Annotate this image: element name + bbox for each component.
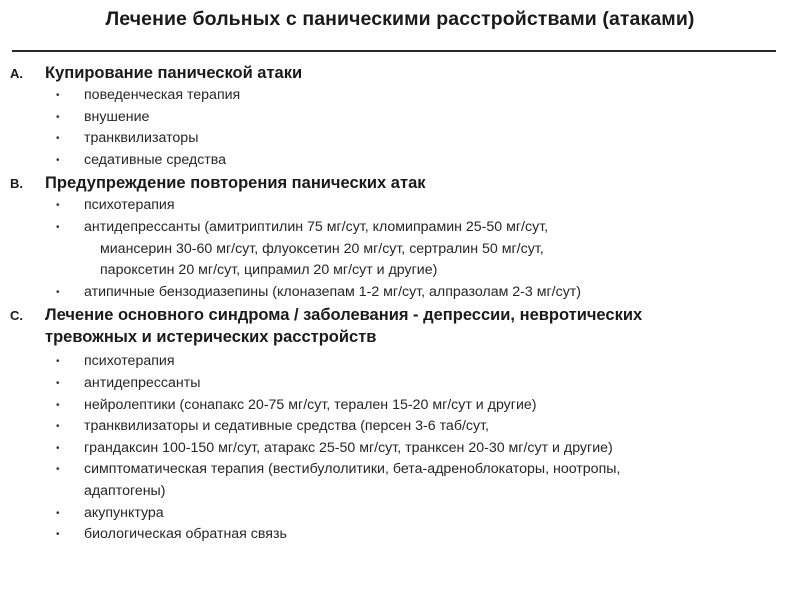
list-item: • внушение	[10, 107, 780, 129]
bullet-icon: •	[56, 421, 60, 433]
bullet-icon: •	[56, 133, 60, 145]
section-letter: A.	[10, 66, 23, 81]
bullet-icon: •	[56, 377, 60, 389]
bullet-icon: •	[56, 200, 60, 212]
section-heading	[10, 172, 780, 195]
title-divider	[12, 50, 776, 52]
item-line: миансерин 30-60 мг/сут, флуоксетин 20 мг/сут, сертралин 50 мг/сут,	[100, 240, 544, 257]
bullet-icon: •	[56, 221, 60, 233]
bullet-icon: •	[56, 529, 60, 541]
list-item: • транквилизаторы	[10, 128, 780, 150]
item-line: адаптогены)	[84, 482, 166, 499]
bullet-icon: •	[56, 399, 60, 411]
list-item: • психотерапия	[10, 195, 780, 217]
section-title: Предупреждение повторения панических атак	[45, 174, 426, 193]
bullet-icon: •	[56, 286, 60, 298]
section-title	[45, 304, 780, 348]
list-item: • поведенческая терапия	[10, 85, 780, 107]
bullet-icon: •	[56, 356, 60, 368]
section-title: Купирование панической атаки	[45, 64, 303, 82]
list-item: • биологическая обратная связь	[10, 524, 780, 546]
section-a	[10, 62, 780, 171]
item-list	[10, 351, 780, 545]
section-letter: C.	[10, 308, 23, 324]
list-item: • атипичные бензодиазепины (клоназепам 1-2 мг/сут, алпразолам 2-3 мг/сут)	[10, 282, 780, 304]
section-heading	[10, 304, 780, 348]
list-item: • седативные средства	[10, 150, 780, 172]
list-item	[10, 217, 780, 282]
list-item	[10, 459, 780, 502]
list-item: • акупунктура	[10, 503, 780, 525]
item-line: симптоматическая терапия (вестибулолитики, бета-адреноблокаторы, ноотропы,	[84, 461, 621, 478]
bullet-icon: •	[56, 507, 60, 519]
section-b	[10, 172, 780, 303]
section-title-line: Лечение основного синдрома / заболевания - депрессии, невротических	[45, 306, 643, 325]
content	[10, 62, 780, 546]
bullet-icon: •	[56, 90, 60, 101]
bullet-icon: •	[56, 154, 60, 166]
list-item: • грандаксин 100-150 мг/сут, атаракс 25-50 мг/сут, транксен 20-30 мг/сут и другие)	[10, 438, 780, 460]
item-list	[10, 195, 780, 303]
list-item: • транквилизаторы и седативные средства (персен 3-6 таб/сут,	[10, 416, 780, 438]
list-item: • психотерапия	[10, 351, 780, 373]
item-line: антидепрессанты (амитриптилин 75 мг/сут, кломипрамин 25-50 мг/сут,	[84, 218, 549, 235]
item-line: пароксетин 20 мг/сут, ципрамил 20 мг/сут и другие)	[100, 262, 438, 279]
section-title-line: тревожных и истерических расстройств	[45, 328, 377, 347]
list-item: • нейролептики (сонапакс 20-75 мг/сут, терален 15-20 мг/сут и другие)	[10, 395, 780, 417]
section-letter: B.	[10, 176, 23, 192]
section-heading	[10, 62, 780, 85]
section-c	[10, 304, 780, 545]
page-title: Лечение больных с паническими расстройствами (атаками)	[105, 8, 695, 30]
list-item: • антидепрессанты	[10, 373, 780, 395]
bullet-icon: •	[56, 464, 60, 476]
bullet-icon: •	[56, 442, 60, 454]
item-list	[10, 85, 780, 171]
bullet-icon: •	[56, 111, 60, 123]
